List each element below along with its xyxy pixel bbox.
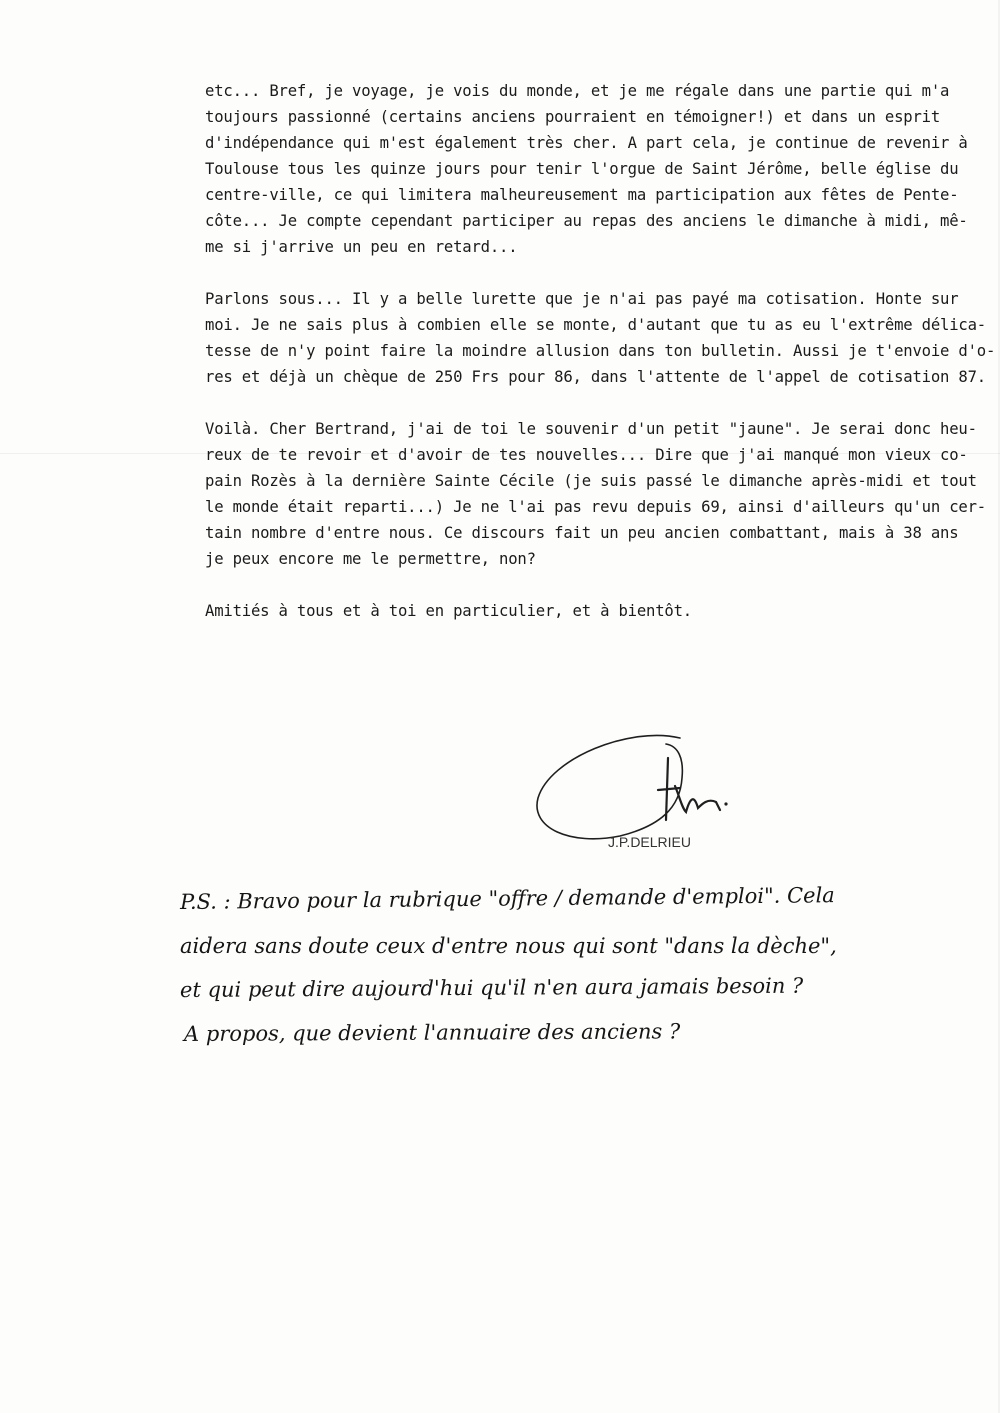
text-line: tain nombre d'entre nous. Ce discours fait un peu ancien combattant, mais à 38 ans [205,524,959,542]
signature-name: J.P.DELRIEU [608,834,691,850]
text-line: pain Rozès à la dernière Sainte Cécile (je suis passé le dimanche après-midi et tout [205,472,977,490]
text-line: moi. Je ne sais plus à combien elle se monte, d'autant que tu as eu l'extrême délica- [205,316,986,334]
text-line: Parlons sous... Il y a belle lurette que je n'ai pas payé ma cotisation. Honte sur [205,290,959,308]
paragraph-travel-and-organ [205,78,985,260]
paragraph-membership-fee [205,286,996,390]
typed-letter-body [205,78,996,624]
text-line: toujours passionné (certains anciens pourraient en témoigner!) et dans un esprit [205,108,941,126]
text-line: me si j'arrive un peu en retard... [205,238,518,256]
postscript-line: A propos, que devient l'annuaire des anciens ? [183,1019,681,1046]
text-line: d'indépendance qui m'est également très cher. A part cela, je continue de revenir à [205,134,968,152]
text-line: je peux encore me le permettre, non? [205,550,536,568]
text-line: centre-ville, ce qui limitera malheureusement ma participation aux fêtes de Pente- [205,186,959,204]
paragraph-memories [205,416,985,572]
text-line: etc... Bref, je voyage, je vois du monde, et je me régale dans une partie qui m'a [205,82,950,100]
text-line: tesse de n'y point faire la moindre allusion dans ton bulletin. Aussi je t'envoie d'o- [205,342,996,360]
postscript-line: P.S. : Bravo pour la rubrique "offre / demande d'emploi". Cela [179,883,835,914]
text-line: côte... Je compte cependant participer au repas des anciens le dimanche à midi, mê- [205,212,968,230]
text-line: Voilà. Cher Bertrand, j'ai de toi le souvenir d'un petit "jaune". Je serai donc heu- [205,420,977,438]
text-line: le monde était reparti...) Je ne l'ai pas revu depuis 69, ainsi d'ailleurs qu'un cer- [205,498,986,516]
closing-line [205,598,985,624]
postscript-line: aidera sans doute ceux d'entre nous qui sont "dans la dèche", [180,934,837,958]
postscript-line: et qui peut dire aujourd'hui qu'il n'en aura jamais besoin ? [179,973,804,1002]
closing-text: Amitiés à tous et à toi en particulier, et à bientôt. [205,602,692,620]
handwritten-postscript [180,880,970,1056]
text-line: Toulouse tous les quinze jours pour tenir l'orgue de Saint Jérôme, belle église du [205,160,959,178]
signature-block [530,728,760,858]
text-line: res et déjà un chèque de 250 Frs pour 86, dans l'attente de l'appel de cotisation 87. [205,368,986,386]
text-line: reux de te revoir et d'avoir de tes nouvelles... Dire que j'ai manqué mon vieux co- [205,446,968,464]
